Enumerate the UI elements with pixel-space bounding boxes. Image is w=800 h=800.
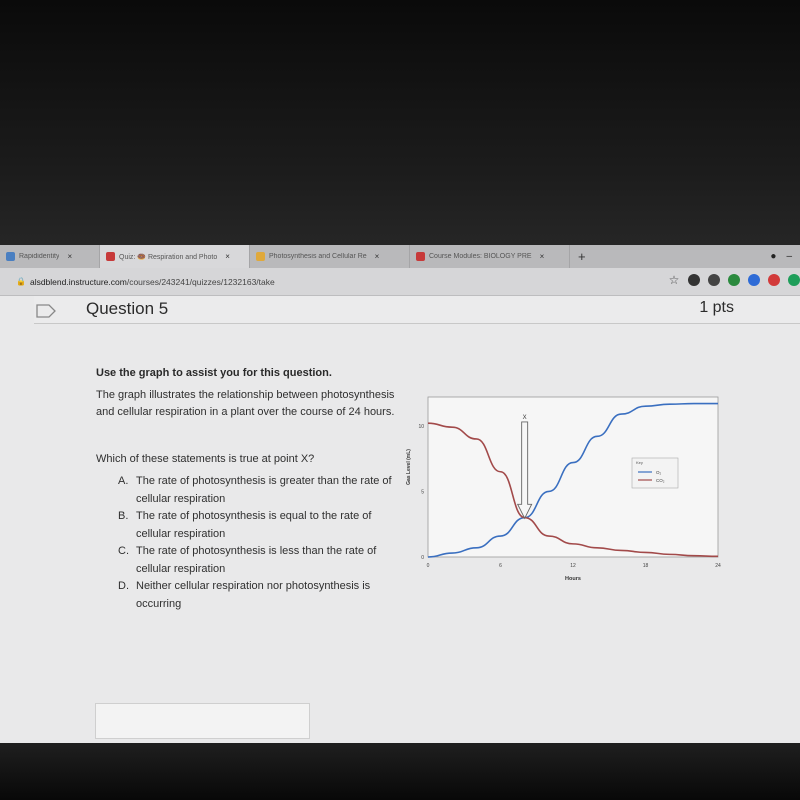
point-x-label: X bbox=[522, 414, 527, 421]
answer-text-box[interactable] bbox=[95, 703, 310, 739]
browser-tab-rapididentity[interactable] bbox=[0, 245, 100, 268]
window-controls bbox=[770, 251, 800, 262]
close-icon[interactable]: × bbox=[374, 252, 380, 261]
ext-dollar-icon[interactable] bbox=[748, 274, 760, 286]
answer-text: The rate of photosynthesis is equal to the rate of cellular respiration bbox=[136, 510, 372, 540]
ext-target-icon[interactable] bbox=[708, 274, 720, 286]
x-tick-label: 18 bbox=[642, 563, 649, 569]
answer-letter: B. bbox=[118, 510, 129, 522]
lock-icon: 🔒 bbox=[16, 277, 26, 286]
legend-title: Key bbox=[636, 460, 643, 465]
ext-puzzle-icon[interactable] bbox=[728, 274, 740, 286]
answer-list bbox=[118, 473, 408, 613]
x-axis-label: Hours bbox=[565, 576, 581, 582]
gas-level-chart bbox=[400, 385, 745, 585]
question-header bbox=[34, 296, 800, 324]
question-title: Question 5 bbox=[86, 299, 169, 318]
address-bar[interactable] bbox=[0, 268, 800, 296]
url-host: alsdblend.instructure.com bbox=[29, 276, 127, 287]
legend-entry: CO₂ bbox=[656, 478, 665, 483]
ext-red-icon[interactable] bbox=[768, 274, 780, 286]
tab-label: Photosynthesis and Cellular Re bbox=[269, 253, 367, 260]
close-icon[interactable]: × bbox=[225, 252, 230, 261]
y-tick-label: 0 bbox=[421, 555, 424, 561]
answer-text: Neither cellular respiration nor photosynthesis is occurring bbox=[136, 580, 371, 610]
tab-favicon-icon bbox=[416, 252, 425, 261]
answer-letter: C. bbox=[118, 545, 129, 557]
answer-option-a[interactable] bbox=[118, 473, 408, 508]
answer-option-d[interactable] bbox=[118, 578, 408, 613]
ext-shield-icon[interactable] bbox=[688, 274, 700, 286]
bookmark-star-icon[interactable]: ☆ bbox=[668, 273, 680, 287]
close-icon[interactable]: × bbox=[67, 252, 73, 261]
flag-question-icon[interactable] bbox=[36, 304, 56, 318]
tab-favicon-icon bbox=[106, 252, 115, 261]
tab-label: Quiz: 🍩 Respiration and Photo bbox=[119, 253, 218, 261]
tab-label: Course Modules: BIOLOGY PRE bbox=[429, 253, 532, 260]
browser-tab-course-modules[interactable] bbox=[410, 245, 570, 268]
answer-text: The rate of photosynthesis is less than the rate of cellular respiration bbox=[136, 545, 377, 575]
question-intro: Use the graph to assist you for this question. bbox=[96, 367, 332, 379]
answer-text: The rate of photosynthesis is greater than the rate of cellular respiration bbox=[136, 475, 392, 505]
record-icon[interactable]: ● bbox=[770, 251, 777, 262]
minimize-icon[interactable]: – bbox=[786, 251, 792, 262]
close-icon[interactable]: × bbox=[539, 252, 545, 261]
tab-label: Rapididentity bbox=[19, 253, 60, 260]
url-path: /courses/243241/quizzes/1232163/take bbox=[126, 276, 275, 287]
y-tick-label: 10 bbox=[418, 423, 424, 430]
y-axis-label: Gas Level (mL) bbox=[406, 449, 412, 485]
question-points: 1 pts bbox=[699, 299, 734, 316]
browser-tab-bar bbox=[0, 245, 800, 268]
tab-favicon-icon bbox=[6, 252, 15, 261]
extensions-area bbox=[668, 274, 800, 286]
answer-option-b[interactable] bbox=[118, 508, 408, 543]
x-tick-label: 12 bbox=[570, 563, 576, 569]
answer-letter: D. bbox=[118, 580, 129, 592]
browser-tab-quiz[interactable] bbox=[100, 245, 250, 268]
answer-letter: A. bbox=[118, 475, 129, 487]
question-description: The graph illustrates the relationship between photosynthesis and cellular respiration in a plant over the course of 24 hours. bbox=[96, 389, 395, 418]
ext-green-icon[interactable] bbox=[788, 274, 800, 286]
monitor-bezel-bottom bbox=[0, 743, 800, 800]
x-tick-label: 24 bbox=[715, 563, 721, 569]
answer-option-c[interactable] bbox=[118, 543, 408, 578]
y-tick-label: 5 bbox=[421, 489, 424, 496]
new-tab-button[interactable]: + bbox=[578, 249, 586, 264]
url-text[interactable] bbox=[30, 277, 275, 287]
x-tick-label: 0 bbox=[426, 563, 430, 569]
x-tick-label: 6 bbox=[499, 563, 502, 569]
tab-favicon-icon bbox=[256, 252, 265, 261]
monitor-bezel-top bbox=[0, 0, 800, 245]
question-prompt: Which of these statements is true at point X? bbox=[96, 453, 315, 465]
legend-entry: O₂ bbox=[656, 470, 662, 475]
browser-tab-photosynthesis[interactable] bbox=[250, 245, 410, 268]
